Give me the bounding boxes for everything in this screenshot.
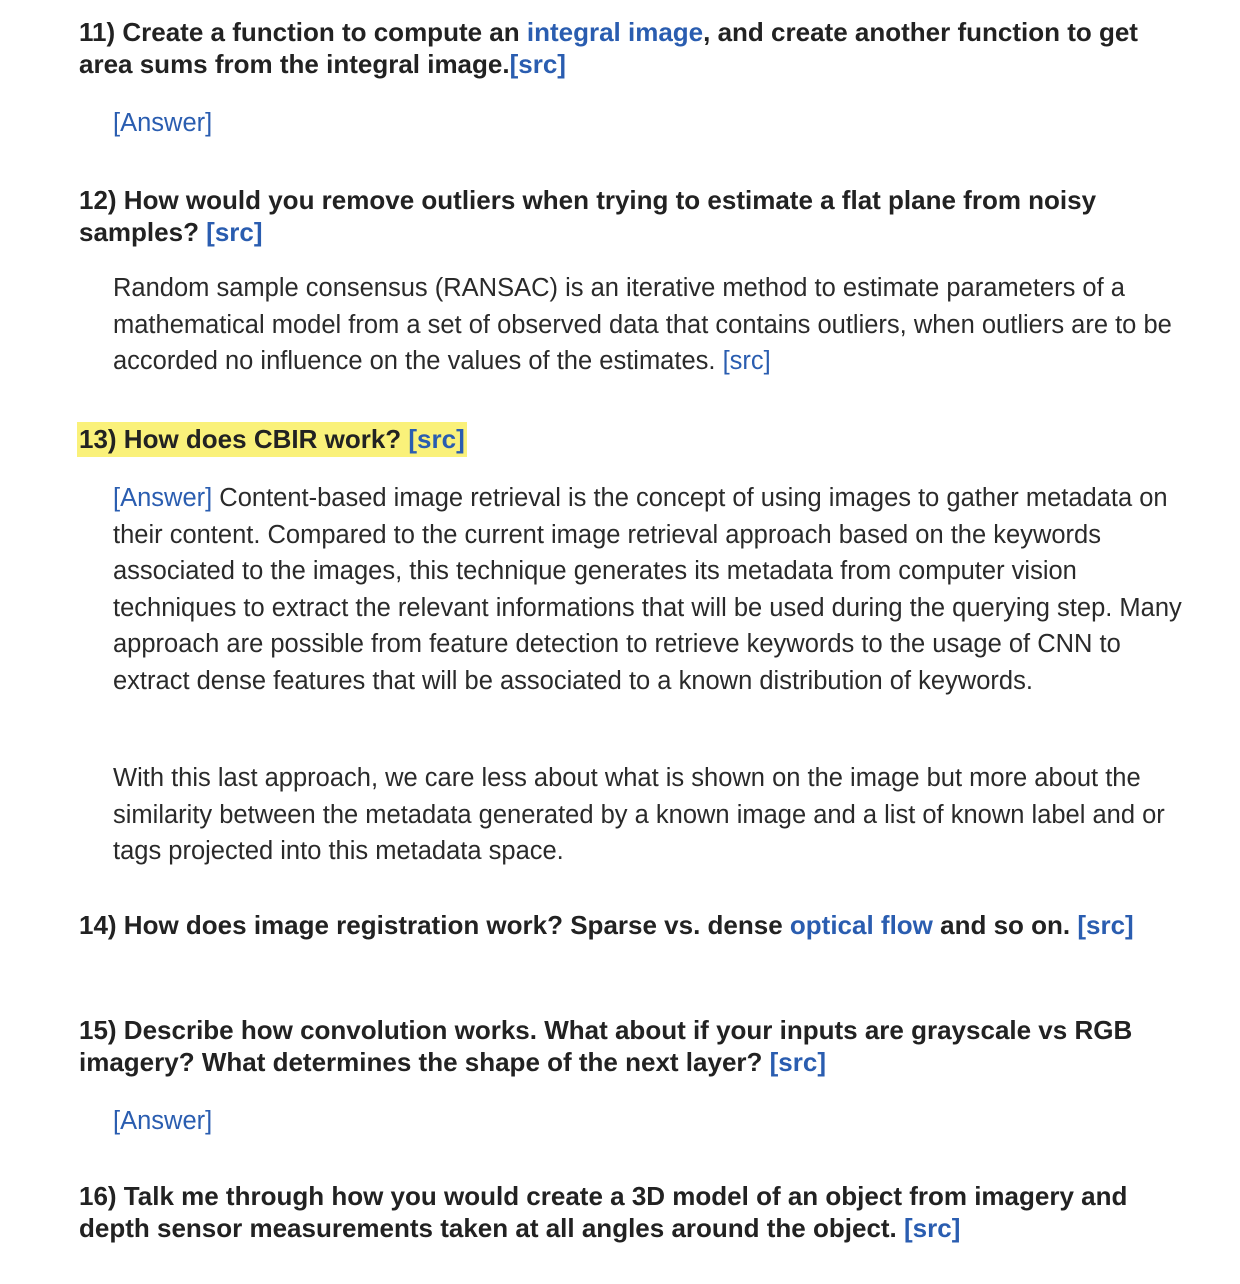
question-13-text: 13) How does CBIR work? (79, 424, 409, 454)
question-16 (79, 1180, 1179, 1244)
question-12-answer (113, 270, 1188, 380)
question-13-src-link[interactable]: [src] (408, 424, 465, 454)
question-15 (79, 1014, 1179, 1078)
question-16-src-link[interactable]: [src] (904, 1213, 961, 1243)
question-11-text-start: 11) Create a function to compute an (79, 17, 527, 47)
question-13-answer-paragraph-2 (113, 760, 1188, 870)
question-15-text: 15) Describe how convolution works. What about if your inputs are grayscale vs RGB imagery? What determines the shape of the next layer? (79, 1015, 1133, 1077)
question-13 (79, 423, 1179, 455)
question-14-src-link[interactable]: [src] (1077, 910, 1134, 940)
question-15-answer-link[interactable]: [Answer] (113, 1107, 213, 1135)
integral-image-link[interactable]: integral image (526, 17, 704, 47)
question-11-text-end: , and create another function to get area sums from the integral image. (79, 17, 1138, 79)
question-16-text: 16) Talk me through how you would create a 3D model of an object from imagery and depth sensor measurements taken at all angles around the object. (79, 1181, 1128, 1243)
question-13-answer-paragraph-2-text: With this last approach, we care less about what is shown on the image but more about the similarity between the metadata generated by a known image and a list of known label and or tags projected into this metadata space. (113, 764, 1165, 865)
question-14-text-start: 14) How does image registration work? Sparse vs. dense (79, 910, 790, 940)
question-14 (79, 909, 1179, 941)
question-13-answer-paragraph-1: Content-based image retrieval is the concept of using images to gather metadata on their content. Compared to the current image retrieval approach based on the keywords associated to the images, this technique generates its metadata from computer vision techniques to extract the relevant informations that will be used during the querying step. Many approach are possible from feature detection to retrieve keywords to the usage of CNN to extract dense features that will be associated to a known distribution of keywords. (113, 484, 1182, 695)
question-12 (79, 184, 1179, 248)
question-11-src-link[interactable]: [src] (509, 49, 566, 79)
question-11-answer (113, 105, 1188, 142)
question-12-src-link[interactable]: [src] (206, 217, 263, 247)
question-12-answer-text: Random sample consensus (RANSAC) is an iterative method to estimate parameters of a mathematical model from a set of observed data that contains outliers, when outliers are to be accorded no influence on the values of the estimates. (113, 274, 1172, 375)
question-15-src-link[interactable]: [src] (769, 1047, 826, 1077)
question-13-answer (113, 480, 1188, 699)
question-13-highlight (77, 422, 467, 457)
question-12-answer-src-link[interactable]: [src] (722, 347, 771, 375)
question-11 (79, 16, 1179, 80)
question-14-text-end: and so on. (932, 910, 1078, 940)
optical-flow-link[interactable]: optical flow (789, 910, 933, 940)
question-15-answer (113, 1103, 1188, 1140)
question-13-answer-link[interactable]: [Answer] (113, 484, 213, 512)
question-12-text: 12) How would you remove outliers when trying to estimate a flat plane from noisy samples? (79, 185, 1097, 247)
question-11-answer-link[interactable]: [Answer] (113, 109, 213, 137)
